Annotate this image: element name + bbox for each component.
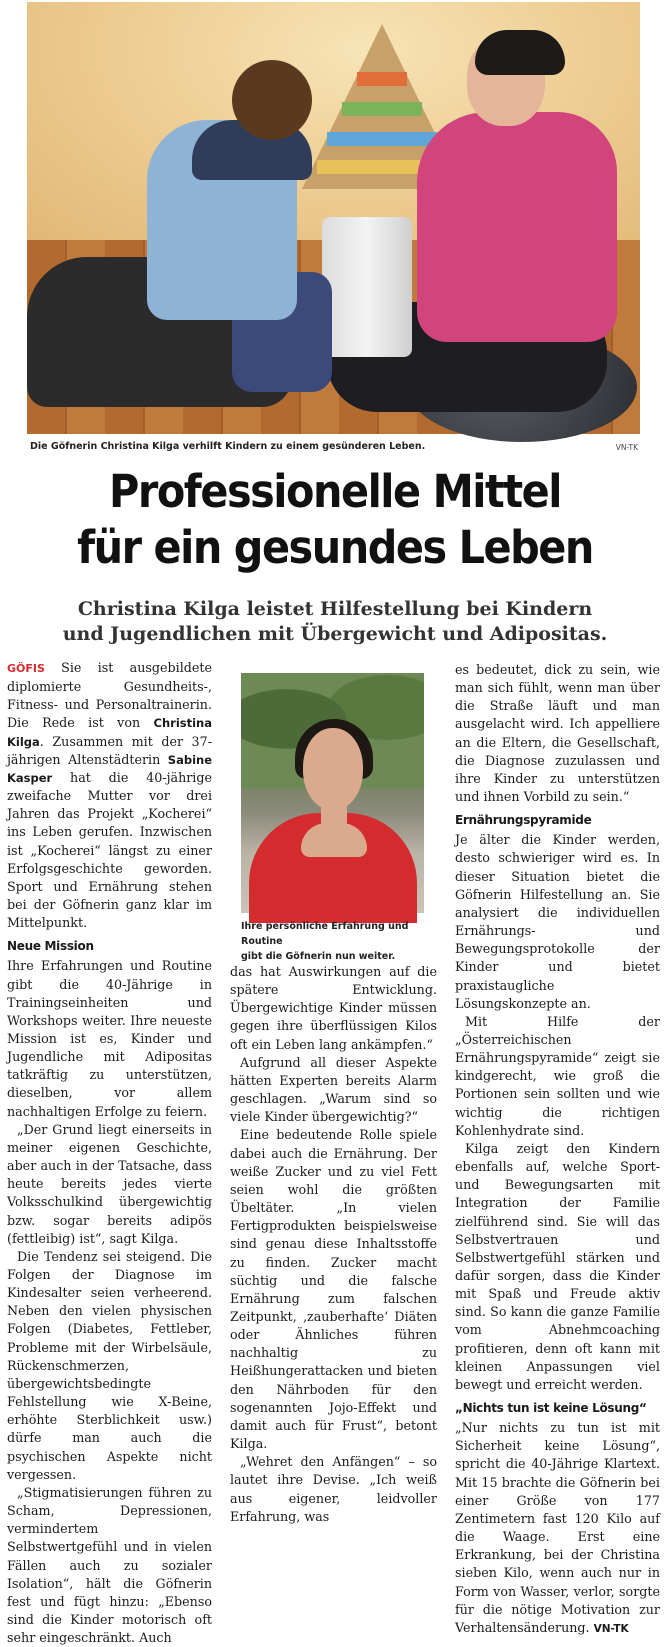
subheadline-line-1: Christina Kilga leistet Hilfestellung bei Kindern	[77, 598, 593, 620]
photo-face	[303, 728, 363, 810]
article-paragraph: es bedeutet, dick zu sein, wie man sich fühlt, wenn man über die Straße läuft und man ausgelacht wird. Ich appelliere an die Eltern, die Gesellschaft, die Diagnose zuzulassen und ihre Kinder zu unterstützen und ihnen Vorbild zu sein.“	[455, 662, 660, 805]
pyramid-band	[327, 132, 437, 146]
portrait-photo	[241, 673, 424, 913]
pyramid-band	[342, 102, 422, 116]
article-column-2	[230, 963, 437, 1526]
article-column-3	[455, 661, 660, 1638]
photo-heart-hands	[301, 823, 367, 857]
article-paragraph: Kilga zeigt den Kindern ebenfalls auf, welche Sport- und Bewegungsarten mit Integration der Familie zielführend sind. Sie will das Selbstvertrauen und Selbstwertgefühl stärken und dafür sorgen, dass die Kinder mit Spaß und Freude aktiv sind. So kann die ganze Familie vom Abnehmcoaching profitieren, denn oft kann mit kleinen Anpassungen viel bewegt und erreicht werden.	[455, 1140, 660, 1392]
article-paragraph: Ihre Erfahrungen und Routine gibt die 40-Jährige in Trainingseinheiten und Workshops weiter. Ihre neueste Mission ist es, Kinder und Jugendliche mit Adipositas tatkräftig zu unterstützen, dieselben, vor allem nachhaltigen Erfolge zu feiern.	[7, 958, 212, 1119]
subheadline-line-2: und Jugendlichen mit Übergewicht und Adipositas.	[62, 623, 608, 645]
section-heading: Ernährungspyramide	[455, 813, 592, 828]
person-name: Sabine Kasper	[7, 752, 212, 785]
article-paragraph: Die Tendenz sei steigend. Die Folgen der Diagnose im Kindesalter seien verheerend. Neben den vielen physischen Folgen (Diabetes, Fettleber, Probleme mit der Wirbelsäule, Rückenschmerzen, übergewichtsbedingte Fehlstellung wie X-Beine, erhöhte Sterblichkeit usw.) dürfe man auch die psychischen Aspekte nicht vergessen.	[7, 1248, 212, 1482]
article-paragraph: „Stigmatisierungen führen zu Scham, Depressionen, vermindertem Selbstwertgefühl und in vielen Fällen auch zu sozialer Isolation“, hält die Göfnerin fest und fügt hinzu: „Ebenso sind die Kinder motorisch oft sehr eingeschränkt. Auch	[7, 1484, 212, 1646]
dateline: GÖFIS	[7, 662, 45, 675]
portrait-photo-caption: Ihre persönliche Erfahrung und Routine gibt die Göfnerin nun weiter.	[241, 921, 409, 962]
article-paragraph: Aufgrund all dieser Aspekte hätten Experten bereits Alarm geschlagen. „Warum sind so viele Kinder übergewichtig?“	[230, 1054, 437, 1125]
headline-line-2: für ein gesundes Leben	[77, 521, 593, 574]
article-paragraph: das hat Auswirkungen auf die spätere Entwicklung. Übergewichtige Kinder müssen gegen ihre überflüssigen Kilos oft ein Leben lang ankämpfen.“	[230, 964, 437, 1052]
article-paragraph: „Der Grund liegt einerseits in meiner eigenen Geschichte, aber auch in der Tatsache, dass heute bereits jedes vierte Volksschulkind übergewichtig bzw. sogar bereits adipös (fettleibig) ist“, sagt Kilga.	[7, 1121, 212, 1246]
photo-boy-head	[232, 60, 312, 140]
photo-woman-body	[417, 112, 617, 342]
section-heading: „Nichts tun ist keine Lösung“	[455, 1401, 647, 1416]
photo-woman-hair	[475, 30, 565, 75]
article-paragraph: Je älter die Kinder werden, desto schwieriger wird es. In dieser Situation bietet die Göfnerin Hilfestellung an. Sie analysiert die individuellen Ernährungs- und Bewegungsprotokolle der Kinder und bietet praxistaugliche Lösungskonzepte an.	[455, 832, 660, 1011]
article-paragraph: Mit Hilfe der „Österreichischen Ernährungspyramide“ zeigt sie kindgerecht, wie groß die Portionen sein sollten und wie wichtig die richtigen Kohlenhydrate sind.	[455, 1013, 660, 1138]
article-paragraph: Eine bedeutende Rolle spiele dabei auch die Ernährung. Der weiße Zucker und zu viel Fett seien wohl die größten Übeltäter. „In vielen Fertigprodukten beispielsweise sind genau diese Inhaltsstoffe zu finden. Zucker macht süchtig und die falsche Ernährung zum falschen Zeitpunkt, ‚zauberhafte‘ Diäten oder Ähnliches führen nachhaltig zu Heißhungerattacken und bieten den Nährboden für den sogenannten Jojo-Effekt und damit auch für Frust“, betont Kilga.	[230, 1127, 437, 1452]
person-name: Christina Kilga	[7, 716, 212, 749]
article-paragraph: „Nur nichts zu tun ist mit Sicherheit keine Lösung“, spricht die 40-Jährige Klartext. Mit 15 brachte die Göfnerin bei einer Größe von 177 Zentimetern fast 120 Kilo auf die Waage. Erst eine Erkrankung, bei der Christina sieben Kilo, wenn auch nur in Form von Wasser, verlor, sorgte für die nötige Motivation zur Verhaltensänderung. VN-TK	[455, 1420, 660, 1635]
main-photo	[27, 2, 640, 434]
article-column-1	[7, 659, 212, 1647]
article-paragraph: „Wehret den Anfängen“ – so lautet ihre Devise. „Ich weiß aus eigener, leidvoller Erfahrung, was	[230, 1454, 437, 1524]
main-photo-caption: Die Göfnerin Christina Kilga verhilft Kindern zu einem gesünderen Leben.	[30, 441, 426, 452]
pyramid-band	[357, 72, 407, 86]
headline-line-1: Professionelle Mittel	[109, 465, 561, 518]
section-heading: Neue Mission	[7, 939, 94, 954]
subheadline	[0, 597, 670, 647]
author-tag: VN-TK	[593, 1622, 629, 1635]
headline	[27, 464, 643, 576]
photo-table	[322, 217, 412, 357]
article-paragraph: GÖFIS Sie ist ausgebildete diplomierte Gesundheits-, Fitness- und Personaltrainerin. Die Rede ist von Christina Kilga. Zusammen mit der 37-jährigen Altenstädterin Sabine Kasper hat die 40-jährige zweifache Mutter vor drei Jahren das Projekt „Kocherei“ ins Leben gerufen. Inzwischen ist „Kocherei“ längst zu einer Erfolgsgeschichte geworden. Sport und Ernährung stehen bei der Göfnerin ganz klar im Mittelpunkt.	[7, 660, 212, 931]
main-photo-credit: VN-TK	[615, 443, 638, 452]
